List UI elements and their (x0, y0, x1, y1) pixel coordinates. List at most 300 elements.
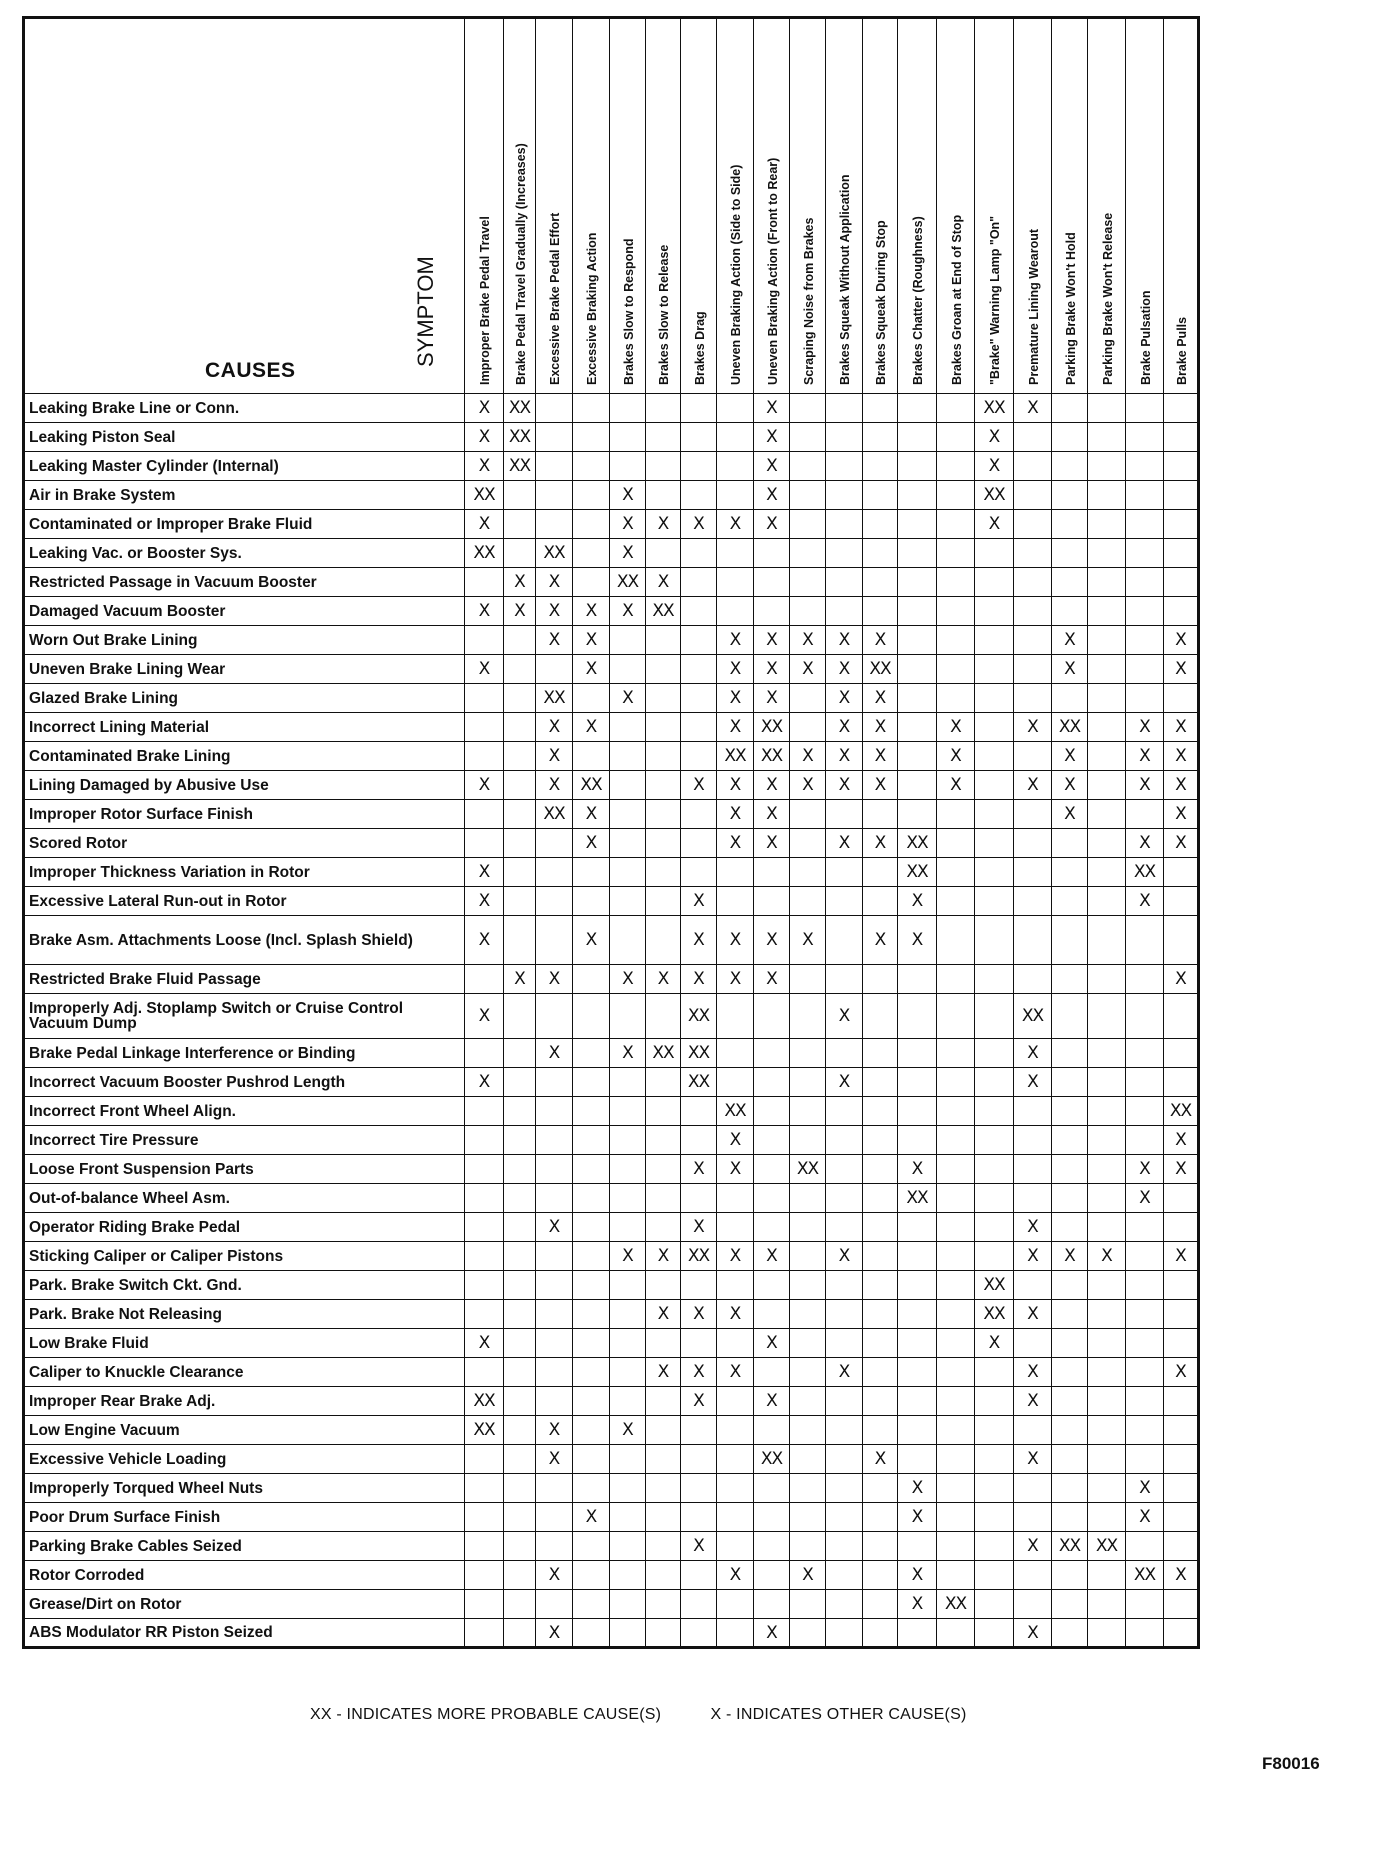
mark-cell (681, 1329, 717, 1358)
mark-cell: X (465, 887, 504, 916)
table-row (24, 568, 1199, 597)
symptom-header (717, 18, 754, 394)
mark-cell (465, 742, 504, 771)
mark-cell (1014, 1503, 1052, 1532)
table-row (24, 481, 1199, 510)
mark-cell (937, 1097, 975, 1126)
mark-cell (1126, 1039, 1164, 1068)
mark-cell (646, 481, 681, 510)
table-row (24, 1619, 1199, 1648)
mark-cell (863, 887, 898, 916)
mark-cell (898, 994, 937, 1039)
mark-cell (573, 1445, 610, 1474)
mark-cell (717, 858, 754, 887)
mark-cell (573, 1329, 610, 1358)
mark-cell (826, 1561, 863, 1590)
mark-cell (1088, 684, 1126, 713)
mark-cell: X (1014, 1619, 1052, 1648)
mark-cell (754, 597, 790, 626)
mark-cell: X (898, 1561, 937, 1590)
table-row (24, 887, 1199, 916)
legend (310, 1706, 966, 1724)
mark-cell (1088, 771, 1126, 800)
mark-cell: X (826, 829, 863, 858)
mark-cell: X (681, 771, 717, 800)
mark-cell (1088, 423, 1126, 452)
mark-cell: X (754, 452, 790, 481)
mark-cell (610, 1097, 646, 1126)
mark-cell (826, 1126, 863, 1155)
mark-cell: XX (717, 1097, 754, 1126)
mark-cell (1126, 539, 1164, 568)
symptom-label: Parking Brake Won't Hold (1063, 232, 1078, 385)
mark-cell (717, 394, 754, 423)
mark-cell (937, 1213, 975, 1242)
mark-cell (754, 1039, 790, 1068)
mark-cell: X (1164, 1242, 1199, 1271)
mark-cell (790, 1532, 826, 1561)
mark-cell (975, 1126, 1014, 1155)
cause-label: Scored Rotor (24, 829, 465, 858)
mark-cell (1088, 481, 1126, 510)
mark-cell (754, 1097, 790, 1126)
mark-cell (504, 771, 536, 800)
mark-cell (1052, 1358, 1088, 1387)
mark-cell (1052, 1445, 1088, 1474)
mark-cell (717, 1387, 754, 1416)
mark-cell: X (573, 597, 610, 626)
mark-cell (975, 1242, 1014, 1271)
mark-cell (826, 1532, 863, 1561)
mark-cell (646, 1590, 681, 1619)
mark-cell (1052, 1155, 1088, 1184)
mark-cell (975, 655, 1014, 684)
mark-cell (790, 423, 826, 452)
mark-cell: X (1014, 1068, 1052, 1097)
mark-cell (898, 1387, 937, 1416)
mark-cell (790, 452, 826, 481)
mark-cell: X (573, 626, 610, 655)
mark-cell: X (1126, 771, 1164, 800)
cause-label: Uneven Brake Lining Wear (24, 655, 465, 684)
mark-cell: X (1014, 1532, 1052, 1561)
mark-cell (1088, 916, 1126, 965)
mark-cell (898, 742, 937, 771)
mark-cell: X (717, 655, 754, 684)
mark-cell (536, 1271, 573, 1300)
mark-cell (1126, 1358, 1164, 1387)
mark-cell (937, 1184, 975, 1213)
mark-cell (790, 1271, 826, 1300)
mark-cell (504, 1126, 536, 1155)
mark-cell: XX (465, 1416, 504, 1445)
mark-cell: X (646, 510, 681, 539)
symptom-label: Brakes Squeak During Stop (874, 220, 888, 385)
mark-cell (975, 626, 1014, 655)
mark-cell (1014, 684, 1052, 713)
mark-cell (646, 1532, 681, 1561)
mark-cell (937, 916, 975, 965)
mark-cell (536, 1097, 573, 1126)
mark-cell: X (717, 916, 754, 965)
mark-cell (975, 1213, 1014, 1242)
mark-cell: X (536, 771, 573, 800)
cause-label: Park. Brake Not Releasing (24, 1300, 465, 1329)
mark-cell (1126, 916, 1164, 965)
mark-cell: X (1126, 1474, 1164, 1503)
mark-cell (717, 1532, 754, 1561)
mark-cell (1164, 1445, 1199, 1474)
mark-cell (465, 1474, 504, 1503)
mark-cell: X (610, 481, 646, 510)
mark-cell (1014, 539, 1052, 568)
mark-cell: X (717, 1242, 754, 1271)
mark-cell (573, 1068, 610, 1097)
mark-cell (898, 481, 937, 510)
table-row (24, 1184, 1199, 1213)
mark-cell (937, 568, 975, 597)
mark-cell (937, 1503, 975, 1532)
mark-cell (975, 1532, 1014, 1561)
mark-cell (1052, 858, 1088, 887)
mark-cell (826, 1184, 863, 1213)
mark-cell (937, 481, 975, 510)
mark-cell (573, 1184, 610, 1213)
mark-cell (826, 1474, 863, 1503)
mark-cell (1126, 1242, 1164, 1271)
cause-label: Leaking Vac. or Booster Sys. (24, 539, 465, 568)
mark-cell (937, 1271, 975, 1300)
mark-cell (937, 1387, 975, 1416)
table-row (24, 1416, 1199, 1445)
mark-cell (610, 626, 646, 655)
mark-cell: X (754, 1329, 790, 1358)
table-row (24, 965, 1199, 994)
symptom-header (646, 18, 681, 394)
mark-cell (681, 1619, 717, 1648)
mark-cell (937, 423, 975, 452)
mark-cell (898, 423, 937, 452)
symptom-label: Premature Lining Wearout (1026, 228, 1041, 385)
mark-cell (1052, 1619, 1088, 1648)
symptom-header (1164, 18, 1199, 394)
mark-cell: XX (504, 452, 536, 481)
mark-cell (1052, 1590, 1088, 1619)
cause-label: Brake Asm. Attachments Loose (Incl. Splash Shield) (24, 916, 465, 965)
table-row (24, 771, 1199, 800)
mark-cell (937, 994, 975, 1039)
mark-cell (536, 1474, 573, 1503)
mark-cell (975, 771, 1014, 800)
symptom-label: Parking Brake Won't Release (1100, 212, 1115, 385)
mark-cell (465, 684, 504, 713)
mark-cell (504, 510, 536, 539)
mark-cell (826, 1416, 863, 1445)
mark-cell (681, 1474, 717, 1503)
mark-cell (1164, 887, 1199, 916)
mark-cell (646, 452, 681, 481)
mark-cell (610, 1271, 646, 1300)
mark-cell (937, 887, 975, 916)
mark-cell (465, 965, 504, 994)
mark-cell: X (754, 800, 790, 829)
mark-cell (573, 1155, 610, 1184)
mark-cell: XX (863, 655, 898, 684)
mark-cell (1014, 742, 1052, 771)
mark-cell (826, 452, 863, 481)
mark-cell (536, 481, 573, 510)
mark-cell: X (610, 1039, 646, 1068)
mark-cell (790, 1474, 826, 1503)
symptom-header (754, 18, 790, 394)
mark-cell (863, 568, 898, 597)
mark-cell (646, 684, 681, 713)
table-row (24, 1126, 1199, 1155)
mark-cell (573, 510, 610, 539)
mark-cell: X (536, 713, 573, 742)
mark-cell (754, 539, 790, 568)
mark-cell (1126, 1619, 1164, 1648)
mark-cell: X (863, 626, 898, 655)
symptom-label: Excessive Braking Action (585, 232, 599, 385)
mark-cell (1052, 1126, 1088, 1155)
mark-cell (1126, 1300, 1164, 1329)
mark-cell (1164, 1416, 1199, 1445)
mark-cell (610, 1155, 646, 1184)
mark-cell: X (536, 1039, 573, 1068)
table-row (24, 713, 1199, 742)
mark-cell (646, 1068, 681, 1097)
mark-cell (1164, 1068, 1199, 1097)
mark-cell (1126, 1445, 1164, 1474)
mark-cell (646, 771, 681, 800)
table-row (24, 1213, 1199, 1242)
mark-cell (1164, 1184, 1199, 1213)
mark-cell (1164, 1387, 1199, 1416)
mark-cell (937, 684, 975, 713)
table-row (24, 597, 1199, 626)
mark-cell (465, 1039, 504, 1068)
symptom-header (1014, 18, 1052, 394)
legend-more-probable: XX - INDICATES MORE PROBABLE CAUSE(S) (310, 1706, 662, 1723)
mark-cell: X (573, 800, 610, 829)
mark-cell: X (465, 994, 504, 1039)
mark-cell (717, 568, 754, 597)
mark-cell: X (790, 742, 826, 771)
mark-cell (754, 1126, 790, 1155)
mark-cell (681, 423, 717, 452)
mark-cell (504, 916, 536, 965)
cause-label: Incorrect Lining Material (24, 713, 465, 742)
symptom-label: Uneven Braking Action (Front to Rear) (765, 157, 780, 385)
mark-cell: XX (646, 1039, 681, 1068)
mark-cell (681, 829, 717, 858)
mark-cell (1164, 1590, 1199, 1619)
mark-cell: XX (754, 713, 790, 742)
mark-cell: X (610, 597, 646, 626)
mark-cell (863, 423, 898, 452)
mark-cell (1164, 568, 1199, 597)
mark-cell (863, 452, 898, 481)
mark-cell (937, 1474, 975, 1503)
mark-cell (646, 1619, 681, 1648)
mark-cell (1126, 1213, 1164, 1242)
mark-cell (536, 1329, 573, 1358)
mark-cell: X (1164, 1358, 1199, 1387)
mark-cell (1126, 626, 1164, 655)
mark-cell: X (610, 539, 646, 568)
symptom-label: Brakes Chatter (Roughness) (911, 216, 925, 385)
mark-cell (1164, 423, 1199, 452)
mark-cell (504, 1387, 536, 1416)
mark-cell (1088, 1039, 1126, 1068)
mark-cell (717, 1184, 754, 1213)
mark-cell: X (717, 510, 754, 539)
symptom-header (1088, 18, 1126, 394)
mark-cell: X (504, 965, 536, 994)
mark-cell (681, 568, 717, 597)
mark-cell (826, 481, 863, 510)
mark-cell: X (754, 510, 790, 539)
cause-label: Contaminated or Improper Brake Fluid (24, 510, 465, 539)
mark-cell: X (863, 713, 898, 742)
mark-cell (1014, 452, 1052, 481)
mark-cell (717, 1619, 754, 1648)
symptom-header (863, 18, 898, 394)
mark-cell (898, 539, 937, 568)
mark-cell (646, 713, 681, 742)
mark-cell: X (681, 916, 717, 965)
mark-cell (937, 829, 975, 858)
mark-cell (898, 394, 937, 423)
cause-label: Excessive Vehicle Loading (24, 1445, 465, 1474)
mark-cell: XX (975, 1271, 1014, 1300)
mark-cell: X (1088, 1242, 1126, 1271)
mark-cell (646, 1329, 681, 1358)
mark-cell (610, 1445, 646, 1474)
cause-label: Poor Drum Surface Finish (24, 1503, 465, 1532)
mark-cell (646, 829, 681, 858)
mark-cell (573, 1416, 610, 1445)
mark-cell (1126, 1126, 1164, 1155)
mark-cell (573, 1619, 610, 1648)
mark-cell (536, 452, 573, 481)
cause-label: Operator Riding Brake Pedal (24, 1213, 465, 1242)
mark-cell (610, 394, 646, 423)
mark-cell: X (1014, 771, 1052, 800)
mark-cell (1088, 1445, 1126, 1474)
symptom-header (536, 18, 573, 394)
mark-cell (610, 1561, 646, 1590)
mark-cell: X (681, 1532, 717, 1561)
mark-cell: X (717, 800, 754, 829)
mark-cell (681, 1097, 717, 1126)
mark-cell (975, 742, 1014, 771)
mark-cell: X (1052, 771, 1088, 800)
mark-cell: X (1052, 626, 1088, 655)
mark-cell (975, 1590, 1014, 1619)
mark-cell (1126, 452, 1164, 481)
mark-cell: X (754, 684, 790, 713)
mark-cell: X (754, 655, 790, 684)
mark-cell (504, 1213, 536, 1242)
mark-cell (1014, 965, 1052, 994)
mark-cell: X (863, 916, 898, 965)
mark-cell: X (1126, 1503, 1164, 1532)
mark-cell (754, 1300, 790, 1329)
mark-cell: X (1164, 713, 1199, 742)
mark-cell: X (646, 568, 681, 597)
mark-cell: X (1164, 742, 1199, 771)
mark-cell (573, 568, 610, 597)
mark-cell: X (646, 965, 681, 994)
mark-cell (863, 1097, 898, 1126)
mark-cell (573, 1213, 610, 1242)
mark-cell (646, 1126, 681, 1155)
mark-cell (1164, 1503, 1199, 1532)
mark-cell: X (1126, 713, 1164, 742)
mark-cell (863, 394, 898, 423)
mark-cell (975, 1387, 1014, 1416)
mark-cell (681, 800, 717, 829)
mark-cell (1088, 829, 1126, 858)
mark-cell: X (754, 771, 790, 800)
symptom-label: Uneven Braking Action (Side to Side) (729, 164, 743, 385)
mark-cell (790, 481, 826, 510)
mark-cell: X (975, 1329, 1014, 1358)
mark-cell (610, 1213, 646, 1242)
cause-label: Low Brake Fluid (24, 1329, 465, 1358)
mark-cell (646, 1213, 681, 1242)
mark-cell (790, 539, 826, 568)
symptom-header (504, 18, 536, 394)
mark-cell (1164, 481, 1199, 510)
mark-cell (790, 1097, 826, 1126)
mark-cell: X (717, 626, 754, 655)
mark-cell (504, 1561, 536, 1590)
mark-cell (1014, 858, 1052, 887)
mark-cell (717, 1474, 754, 1503)
mark-cell (790, 858, 826, 887)
symptom-header (1052, 18, 1088, 394)
mark-cell (504, 1619, 536, 1648)
mark-cell (790, 800, 826, 829)
symptom-label: Brakes Slow to Release (657, 244, 671, 385)
mark-cell (646, 1474, 681, 1503)
mark-cell (863, 1619, 898, 1648)
mark-cell (681, 742, 717, 771)
mark-cell (975, 800, 1014, 829)
table-row (24, 1532, 1199, 1561)
mark-cell (573, 1590, 610, 1619)
mark-cell: XX (610, 568, 646, 597)
symptom-header (826, 18, 863, 394)
mark-cell (826, 510, 863, 539)
mark-cell: X (826, 655, 863, 684)
symptom-header (1126, 18, 1164, 394)
mark-cell (863, 1184, 898, 1213)
mark-cell (975, 1068, 1014, 1097)
mark-cell: XX (646, 597, 681, 626)
mark-cell (465, 1213, 504, 1242)
mark-cell (504, 887, 536, 916)
mark-cell (754, 994, 790, 1039)
mark-cell (975, 1503, 1014, 1532)
mark-cell (898, 1039, 937, 1068)
mark-cell (1126, 800, 1164, 829)
mark-cell (504, 800, 536, 829)
mark-cell: X (863, 771, 898, 800)
